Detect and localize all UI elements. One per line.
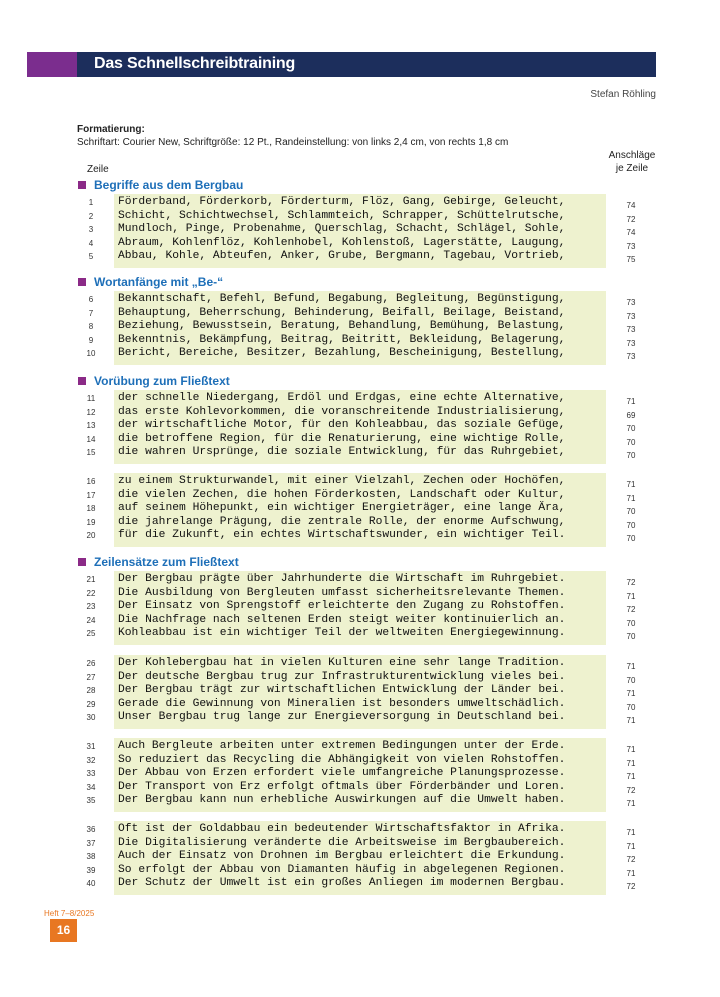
stroke-count: 70 xyxy=(626,702,636,712)
line-number: 35 xyxy=(86,796,96,806)
exercise-line xyxy=(0,781,720,795)
exercise-line xyxy=(0,320,720,334)
exercise-line xyxy=(0,671,720,685)
exercise-line xyxy=(0,837,720,851)
formatting-label: Formatierung: xyxy=(77,124,145,135)
line-number: 37 xyxy=(86,838,96,848)
bullet-square xyxy=(78,278,86,286)
exercise-line xyxy=(0,475,720,489)
section-heading xyxy=(78,373,230,389)
line-text: Beziehung, Bewusstsein, Beratung, Behandlung, Bemühung, Belastung, xyxy=(118,320,566,333)
exercise-line xyxy=(0,250,720,264)
line-number: 40 xyxy=(86,879,96,889)
exercise-line xyxy=(0,823,720,837)
line-text: Die Ausbildung von Bergleuten umfasst sicherheitsrelevante Themen. xyxy=(118,586,566,599)
column-header-strokes-2: je Zeile xyxy=(615,163,649,174)
exercise-line xyxy=(0,794,720,808)
line-number: 7 xyxy=(88,308,94,318)
line-number: 20 xyxy=(86,531,96,541)
column-header-line: Zeile xyxy=(87,164,109,175)
stroke-count: 74 xyxy=(626,201,636,210)
formatting-text: Schriftart: Courier New, Schriftgröße: 12 Pt., Randeinstellung: von links 2,4 cm, von rechts 1,8 cm xyxy=(77,137,509,148)
exercise-line xyxy=(0,850,720,864)
line-number: 14 xyxy=(86,434,96,444)
line-number: 10 xyxy=(86,349,96,359)
line-text: der schnelle Niedergang, Erdöl und Erdgas, eine echte Alternative, xyxy=(118,392,566,404)
line-text: Oft ist der Goldabbau ein bedeutender Wirtschaftsfaktor in Afrika. xyxy=(118,823,566,835)
exercise-line xyxy=(0,864,720,878)
stroke-count: 71 xyxy=(626,799,636,809)
section-title: Zeilensätze zum Fließtext xyxy=(94,555,239,569)
exercise-line xyxy=(0,614,720,628)
line-number: 30 xyxy=(86,713,96,723)
stroke-count: 72 xyxy=(626,785,636,795)
section-title: Vorübung zum Fließtext xyxy=(94,374,230,388)
stroke-count: 73 xyxy=(626,241,636,251)
line-number: 34 xyxy=(86,782,96,792)
title-accent xyxy=(27,52,77,77)
line-text: auf seinem Höhepunkt, ein wichtiger Energieträger, eine lange Ära, xyxy=(118,502,566,515)
line-number: 4 xyxy=(88,238,94,248)
line-text: die wahren Ursprünge, die soziale Entwicklung, für das Ruhrgebiet, xyxy=(118,446,566,459)
line-text: Der Kohlebergbau hat in vielen Kulturen eine sehr lange Tradition. xyxy=(118,657,566,669)
exercise-line xyxy=(0,711,720,725)
stroke-count: 71 xyxy=(626,689,636,699)
exercise-line xyxy=(0,334,720,348)
bullet-square xyxy=(78,377,86,385)
stroke-count: 69 xyxy=(626,410,636,420)
stroke-count: 71 xyxy=(626,745,636,754)
exercise-line xyxy=(0,573,720,587)
exercise-line xyxy=(0,529,720,543)
exercise-line xyxy=(0,237,720,251)
line-number: 5 xyxy=(88,252,94,262)
stroke-count: 70 xyxy=(626,424,636,434)
exercise-line xyxy=(0,433,720,447)
line-number: 36 xyxy=(86,825,96,834)
line-text: Der Bergbau kann nun erhebliche Auswirkungen auf die Umwelt haben. xyxy=(118,794,566,807)
author: Stefan Röhling xyxy=(590,89,656,100)
line-text: Bericht, Bereiche, Besitzer, Bezahlung, Bescheinigung, Bestellung, xyxy=(118,347,566,360)
line-number: 3 xyxy=(88,225,94,235)
bullet-square xyxy=(78,181,86,189)
stroke-count: 70 xyxy=(626,632,636,642)
exercise-line xyxy=(0,587,720,601)
line-number: 27 xyxy=(86,672,96,682)
line-number: 2 xyxy=(88,211,94,221)
line-text: Behauptung, Beherrschung, Behinderung, Beifall, Beilage, Beistand, xyxy=(118,306,566,319)
exercise-line xyxy=(0,419,720,433)
line-number: 11 xyxy=(86,394,96,403)
line-number: 1 xyxy=(88,198,94,207)
column-header-strokes xyxy=(600,149,664,175)
stroke-count: 70 xyxy=(626,507,636,517)
stroke-count: 70 xyxy=(626,437,636,447)
line-text: Abraum, Kohlenflöz, Kohlenhobel, Kohlenstoß, Lagerstätte, Laugung, xyxy=(118,236,566,249)
line-text: das erste Kohlevorkommen, die voranschreitende Industrialisierung, xyxy=(118,405,566,418)
line-number: 24 xyxy=(86,615,96,625)
stroke-count: 74 xyxy=(626,228,636,238)
line-text: Der Bergbau trägt zur wirtschaftlichen Entwicklung der Länder bei. xyxy=(118,684,566,697)
line-number: 26 xyxy=(86,659,96,668)
bullet-square xyxy=(78,558,86,566)
line-text: Gerade die Gewinnung von Mineralien ist besonders umweltschädlich. xyxy=(118,697,566,710)
line-number: 19 xyxy=(86,517,96,527)
exercise-line xyxy=(0,406,720,420)
line-number: 6 xyxy=(88,295,94,304)
exercise-line xyxy=(0,698,720,712)
stroke-count: 73 xyxy=(626,325,636,335)
exercise-line xyxy=(0,307,720,321)
stroke-count: 73 xyxy=(626,311,636,321)
line-text: zu einem Strukturwandel, mit einer Vielzahl, Zechen oder Hochöfen, xyxy=(118,475,566,487)
stroke-count: 71 xyxy=(626,493,636,503)
issue-label: Heft 7–8/2025 xyxy=(44,909,95,918)
stroke-count: 71 xyxy=(626,772,636,782)
page-number: 16 xyxy=(50,919,77,942)
line-text: Der Bergbau prägte über Jahrhunderte die Wirtschaft im Ruhrgebiet. xyxy=(118,573,566,585)
column-header-strokes-1: Anschläge xyxy=(608,150,656,161)
stroke-count: 72 xyxy=(626,855,636,865)
line-text: Unser Bergbau trug lange zur Energieversorgung in Deutschland bei. xyxy=(118,711,566,724)
line-text: Der deutsche Bergbau trug zur Infrastrukturentwicklung vieles bei. xyxy=(118,670,566,683)
line-number: 23 xyxy=(86,602,96,612)
line-text: Auch Bergleute arbeiten unter extremen Bedingungen unter der Erde. xyxy=(118,740,566,752)
line-number: 12 xyxy=(86,407,96,417)
stroke-count: 71 xyxy=(626,591,636,601)
line-text: Die Nachfrage nach seltenen Erden steigt weiter kontinuierlich an. xyxy=(118,613,566,626)
exercise-line xyxy=(0,502,720,516)
stroke-count: 72 xyxy=(626,882,636,892)
line-number: 18 xyxy=(86,504,96,514)
page-title: Das Schnellschreibtraining xyxy=(94,55,296,72)
line-number: 15 xyxy=(86,448,96,458)
line-number: 38 xyxy=(86,852,96,862)
line-text: So reduziert das Recycling die Abhängigkeit von vielen Rohstoffen. xyxy=(118,753,566,766)
section-heading xyxy=(78,554,239,570)
line-text: Der Abbau von Erzen erfordert viele umfangreiche Planungsprozesse. xyxy=(118,767,566,780)
exercise-line xyxy=(0,877,720,891)
line-number: 22 xyxy=(86,588,96,598)
exercise-line xyxy=(0,754,720,768)
section-title: Begriffe aus dem Bergbau xyxy=(94,178,244,192)
line-number: 16 xyxy=(86,477,96,486)
exercise-line xyxy=(0,489,720,503)
exercise-line xyxy=(0,223,720,237)
stroke-count: 75 xyxy=(626,255,636,265)
stroke-count: 72 xyxy=(626,605,636,615)
stroke-count: 71 xyxy=(626,662,636,671)
stroke-count: 71 xyxy=(626,397,636,406)
stroke-count: 70 xyxy=(626,534,636,544)
stroke-count: 70 xyxy=(626,451,636,461)
exercise-line xyxy=(0,293,720,307)
line-text: Auch der Einsatz von Drohnen im Bergbau erleichtert die Erkundung. xyxy=(118,850,566,863)
line-text: Der Schutz der Umwelt ist ein großes Anliegen im modernen Bergbau. xyxy=(118,877,566,890)
section-heading xyxy=(78,177,243,193)
line-number: 31 xyxy=(86,742,96,751)
exercise-line xyxy=(0,657,720,671)
line-number: 25 xyxy=(86,629,96,639)
stroke-count: 70 xyxy=(626,520,636,530)
exercise-line xyxy=(0,210,720,224)
line-number: 17 xyxy=(86,490,96,500)
line-number: 29 xyxy=(86,699,96,709)
line-number: 13 xyxy=(86,421,96,431)
line-number: 21 xyxy=(86,575,96,584)
stroke-count: 70 xyxy=(626,618,636,628)
exercise-line xyxy=(0,196,720,210)
stroke-count: 71 xyxy=(626,868,636,878)
line-text: Förderband, Förderkorb, Förderturm, Flöz, Gang, Gebirge, Geleucht, xyxy=(118,196,566,208)
stroke-count: 71 xyxy=(626,716,636,726)
exercise-line xyxy=(0,684,720,698)
stroke-count: 73 xyxy=(626,338,636,348)
line-number: 8 xyxy=(88,322,94,332)
exercise-line xyxy=(0,600,720,614)
exercise-line xyxy=(0,446,720,460)
stroke-count: 71 xyxy=(626,828,636,837)
section-title: Wortanfänge mit „Be-“ xyxy=(94,275,224,289)
line-text: Bekenntnis, Bekämpfung, Beitrag, Beitritt, Bekleidung, Belagerung, xyxy=(118,333,566,346)
line-number: 32 xyxy=(86,755,96,765)
exercise-line xyxy=(0,740,720,754)
stroke-count: 71 xyxy=(626,480,636,489)
line-text: Der Transport von Erz erfolgt oftmals über Förderbänder und Loren. xyxy=(118,780,566,793)
section-heading xyxy=(78,274,223,290)
line-number: 33 xyxy=(86,769,96,779)
line-text: Die Digitalisierung veränderte die Arbeitsweise im Bergbaubereich. xyxy=(118,836,566,849)
stroke-count: 71 xyxy=(626,841,636,851)
line-text: Abbau, Kohle, Abteufen, Anker, Grube, Bergmann, Tagebau, Vortrieb, xyxy=(118,250,566,263)
line-text: die betroffene Region, für die Renaturierung, eine wichtige Rolle, xyxy=(118,432,566,445)
stroke-count: 73 xyxy=(626,298,636,307)
line-text: So erfolgt der Abbau von Diamanten häufig in abgelegenen Regionen. xyxy=(118,863,566,876)
exercise-line xyxy=(0,627,720,641)
exercise-line xyxy=(0,767,720,781)
line-text: der wirtschaftliche Motor, für den Kohleabbau, das soziale Gefüge, xyxy=(118,419,566,432)
line-number: 39 xyxy=(86,865,96,875)
line-text: Schicht, Schichtwechsel, Schlammteich, Schrapper, Schüttelrutsche, xyxy=(118,209,566,222)
line-text: die jahrelange Prägung, die zentrale Rolle, der enorme Aufschwung, xyxy=(118,515,566,528)
line-text: Mundloch, Pinge, Probenahme, Querschlag, Schacht, Schlägel, Sohle, xyxy=(118,223,566,236)
exercise-line xyxy=(0,347,720,361)
stroke-count: 72 xyxy=(626,214,636,224)
line-text: Kohleabbau ist ein wichtiger Teil der weltweiten Energiegewinnung. xyxy=(118,627,566,640)
stroke-count: 70 xyxy=(626,675,636,685)
stroke-count: 71 xyxy=(626,758,636,768)
title-bar xyxy=(27,52,656,77)
stroke-count: 73 xyxy=(626,352,636,362)
exercise-line xyxy=(0,392,720,406)
line-text: Der Einsatz von Sprengstoff erleichterte den Zugang zu Rohstoffen. xyxy=(118,600,566,613)
line-text: die vielen Zechen, die hohen Förderkosten, Landschaft oder Kultur, xyxy=(118,488,566,501)
line-number: 9 xyxy=(88,335,94,345)
line-text: Bekanntschaft, Befehl, Befund, Begabung, Begleitung, Begünstigung, xyxy=(118,293,566,305)
stroke-count: 72 xyxy=(626,578,636,587)
line-number: 28 xyxy=(86,686,96,696)
exercise-line xyxy=(0,516,720,530)
line-text: für die Zukunft, ein echtes Wirtschaftswunder, ein wichtiger Teil. xyxy=(118,529,566,542)
